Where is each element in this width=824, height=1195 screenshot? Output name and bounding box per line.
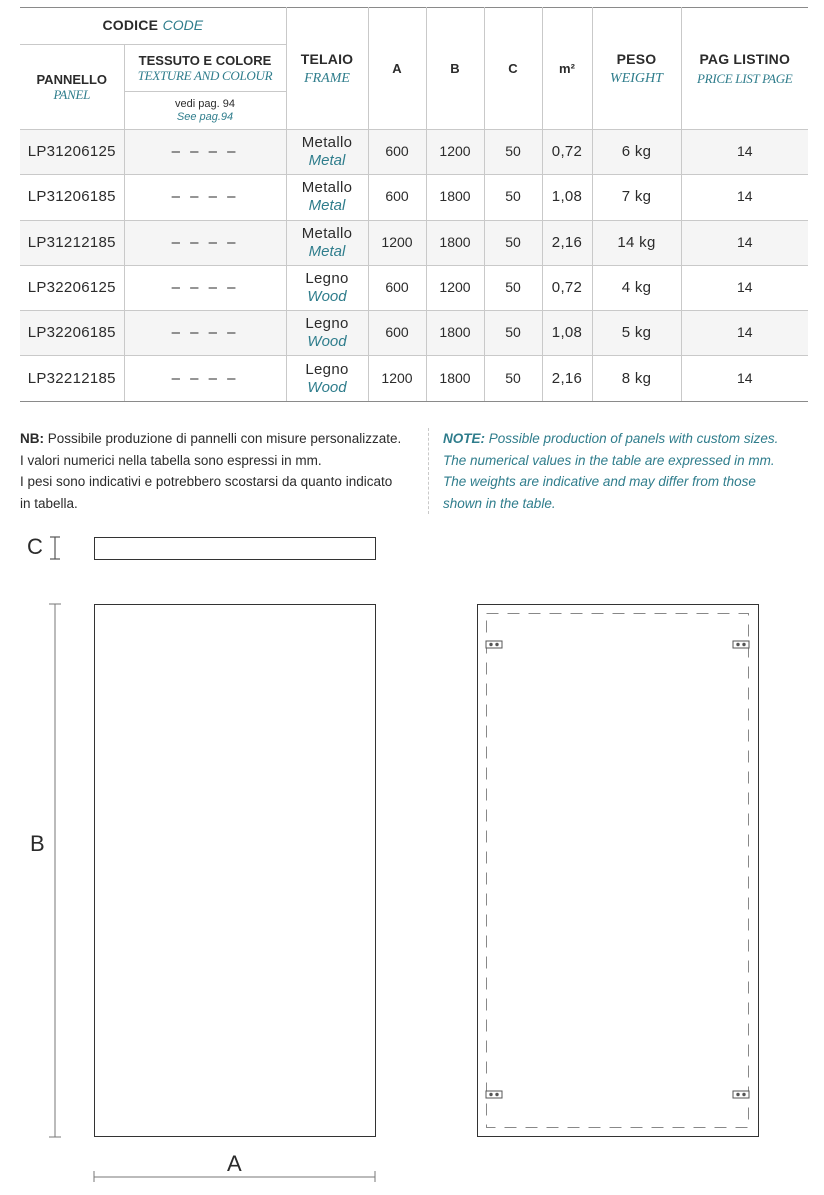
back-frame-dashed — [487, 614, 749, 1128]
note-it-label: NB: — [20, 431, 44, 446]
texture-cell-text: – – – – — [171, 233, 239, 251]
dimension-label-b: B — [30, 831, 45, 856]
mount-bracket-icon — [486, 1091, 502, 1098]
panel-back-view — [478, 605, 759, 1137]
b-label: B — [450, 60, 460, 76]
a-label: A — [392, 60, 402, 76]
peso-label: PESO — [616, 50, 657, 67]
b-cell-text: 1800 — [439, 188, 471, 205]
texture-label: TEXTURE AND COLOUR — [137, 67, 273, 83]
b-cell-text: 1200 — [439, 279, 471, 296]
m2-cell-text: 1,08 — [551, 188, 583, 206]
frame-english: Metal — [308, 152, 346, 170]
mount-bracket-icon — [486, 641, 502, 648]
weight-cell-text: 4 kg — [621, 279, 652, 297]
weight-cell-text: 5 kg — [621, 324, 652, 342]
texture-cell-text: – – – – — [171, 369, 239, 387]
note-it-line: I pesi sono indicativi e potrebbero scostarsi da quanto indicato — [20, 474, 393, 489]
frame-english: Wood — [307, 378, 347, 396]
page-cell-text: 14 — [736, 188, 753, 205]
c-cell-text: 50 — [505, 324, 521, 341]
page-cell-text: 14 — [736, 233, 753, 250]
page-cell-text: 14 — [736, 369, 753, 386]
mount-bracket-icon — [733, 1091, 749, 1098]
page-cell-text: 14 — [736, 143, 753, 160]
b-dimension-line — [49, 604, 61, 1137]
m2-cell-text: 2,16 — [551, 233, 583, 251]
c-cell-text: 50 — [505, 233, 521, 250]
c-cell-text: 50 — [505, 143, 521, 160]
weight-label: WEIGHT — [610, 70, 663, 86]
page-cell-text: 14 — [736, 324, 753, 341]
weight-cell-text: 7 kg — [621, 188, 652, 206]
a-cell-text: 600 — [385, 188, 409, 205]
dimension-label-c: C — [27, 534, 43, 559]
texture-cell-text: – – – – — [171, 188, 239, 206]
weight-cell-text: 14 kg — [617, 233, 656, 251]
panel-label: PANEL — [53, 86, 91, 102]
m2-label: m² — [559, 60, 575, 76]
note-it-line: I valori numerici nella tabella sono espressi in mm. — [20, 452, 322, 468]
frame-italian: Legno — [305, 315, 349, 333]
b-cell-text: 1800 — [439, 369, 471, 386]
c-label: C — [508, 60, 518, 76]
texture-cell-text: – – – – — [171, 143, 239, 161]
frame-english: Wood — [307, 288, 347, 306]
dimension-label-a: A — [227, 1151, 242, 1176]
note-en-line: The numerical values in the table are expressed in mm. — [443, 452, 775, 468]
b-cell-text: 1800 — [439, 233, 471, 250]
code-cell-text: LP32212185 — [27, 369, 116, 387]
frame-italian: Legno — [305, 360, 349, 378]
mount-bracket-icon — [733, 641, 749, 648]
m2-cell-text: 0,72 — [551, 279, 583, 297]
note-en-line: shown in the table. — [443, 495, 556, 511]
codice-label: CODICE — [102, 17, 159, 33]
c-cell-text: 50 — [505, 279, 521, 296]
frame-italian: Metallo — [301, 134, 353, 152]
c-cell-text: 50 — [505, 369, 521, 386]
panel-front-view — [95, 605, 376, 1137]
a-cell-text: 600 — [385, 324, 409, 341]
frame-english: Metal — [308, 197, 346, 215]
texture-cell-text: – – – – — [171, 324, 239, 342]
vedi-label: vedi pag. 94 — [175, 97, 235, 110]
a-cell-text: 1200 — [381, 369, 413, 386]
note-en-label: NOTE: — [443, 431, 485, 446]
note-it-line: Possibile produzione di pannelli con misure personalizzate. — [47, 431, 402, 446]
page-cell-text: 14 — [736, 279, 753, 296]
price-page-label: PRICE LIST PAGE — [697, 70, 793, 86]
frame-english: Metal — [308, 242, 346, 260]
b-cell-text: 1200 — [439, 143, 471, 160]
see-label: See pag.94 — [176, 110, 234, 123]
code-cell-text: LP31206185 — [27, 188, 116, 206]
weight-cell-text: 8 kg — [621, 369, 652, 387]
code-cell-text: LP32206125 — [27, 279, 116, 297]
frame-label: FRAME — [304, 70, 350, 86]
code-cell-text: LP32206185 — [27, 324, 116, 342]
panel-side-view — [95, 538, 376, 560]
frame-italian: Metallo — [301, 179, 353, 197]
code-cell-text: LP31206125 — [27, 143, 116, 161]
note-en-line: Possible production of panels with custom sizes. — [488, 431, 779, 446]
m2-cell-text: 0,72 — [551, 143, 583, 161]
frame-english: Wood — [307, 333, 347, 351]
pannello-label: PANNELLO — [36, 71, 108, 87]
code-label: CODE — [162, 17, 204, 33]
c-cell-text: 50 — [505, 188, 521, 205]
frame-italian: Legno — [305, 270, 349, 288]
b-cell-text: 1800 — [439, 324, 471, 341]
weight-cell-text: 6 kg — [621, 143, 652, 161]
code-cell-text: LP31212185 — [27, 233, 116, 251]
frame-italian: Metallo — [301, 224, 353, 242]
note-en-line: The weights are indicative and may differ from those — [443, 474, 756, 489]
a-cell-text: 1200 — [381, 233, 413, 250]
c-dimension-marker — [50, 537, 60, 559]
m2-cell-text: 1,08 — [551, 324, 583, 342]
texture-cell-text: – – – – — [171, 279, 239, 297]
note-it-line: in tabella. — [20, 495, 78, 511]
tessuto-label: TESSUTO E COLORE — [138, 52, 272, 68]
telaio-label: TELAIO — [300, 50, 354, 67]
a-cell-text: 600 — [385, 143, 409, 160]
listino-label: PAG LISTINO — [699, 50, 791, 67]
a-cell-text: 600 — [385, 279, 409, 296]
m2-cell-text: 2,16 — [551, 369, 583, 387]
